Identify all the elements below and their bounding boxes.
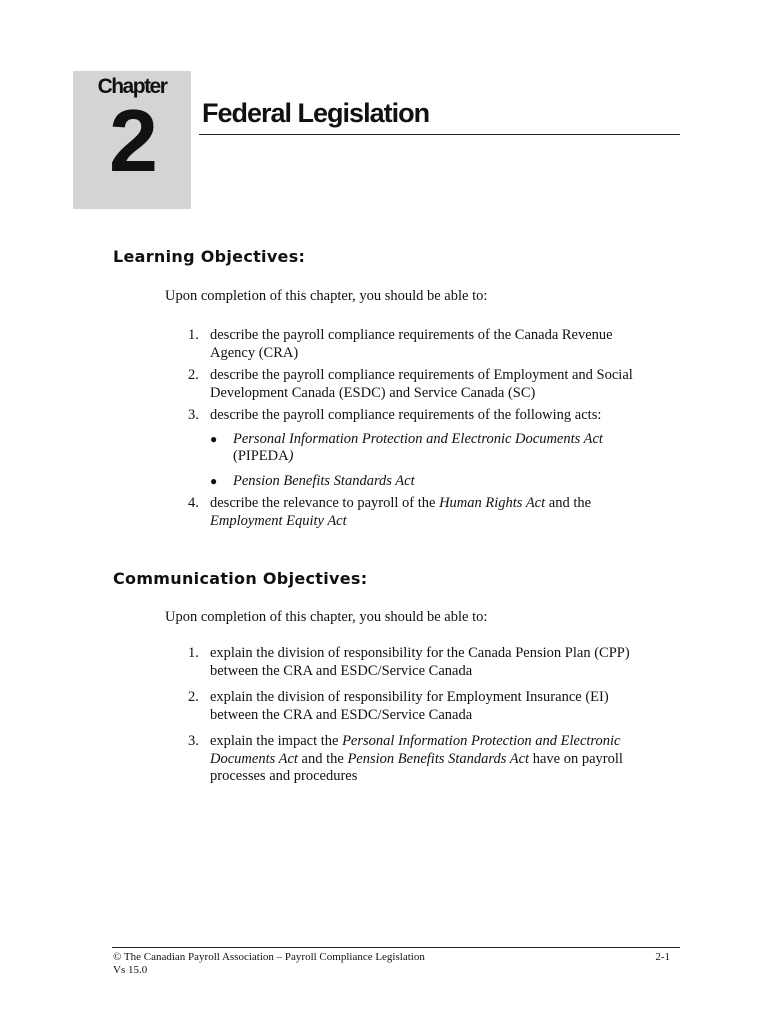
- page-number: 2-1: [655, 951, 670, 963]
- page-title: Federal Legislation: [202, 98, 430, 128]
- list-item: ● Personal Information Protection and Electronic Documents Act (PIPEDA): [210, 430, 603, 464]
- list-item: 4. describe the relevance to payroll of the Human Rights Act and the Employment Equity Act: [188, 495, 592, 529]
- bullet-icon: ●: [210, 431, 218, 446]
- learning-objectives-list: [188, 327, 658, 530]
- acts-sublist: [210, 431, 658, 491]
- list-item: 2. describe the payroll compliance requirements of Employment and Social Development Canada (ESDC) and Service Canada (SC): [188, 367, 633, 401]
- footer-divider: [112, 947, 680, 948]
- communication-intro: Upon completion of this chapter, you should be able to:: [165, 609, 488, 625]
- list-item: 1. explain the division of responsibility for the Canada Pension Plan (CPP) between the CRA and ESDC/Service Canada: [188, 645, 630, 679]
- communication-objectives-heading: Communication Objectives:: [113, 569, 368, 588]
- list-item: 3. explain the impact the Personal Information Protection and Electronic Documents Act and the Pension Benefits Standards Act have on payroll processes and procedures: [188, 733, 623, 784]
- chapter-label: Chapter: [97, 75, 167, 98]
- bullet-icon: ●: [210, 473, 218, 488]
- chapter-box: [73, 71, 191, 209]
- title-divider: [199, 134, 680, 135]
- list-item: 2. explain the division of responsibility for Employment Insurance (EI) between the CRA and ESDC/Service Canada: [188, 689, 609, 723]
- list-item: 3. describe the payroll compliance requirements of the following acts: ● Personal Information Protection and Electronic Documents Act (PIPEDA) ● Pension Benefits Standards Act: [188, 407, 658, 490]
- footer-copyright: © The Canadian Payroll Association – Payroll Compliance Legislation Vs 15.0: [113, 951, 425, 976]
- chapter-number: 2: [109, 91, 155, 190]
- communication-objectives-list: [188, 645, 658, 786]
- learning-objectives-heading: Learning Objectives:: [113, 247, 306, 266]
- list-item: 1. describe the payroll compliance requirements of the Canada Revenue Agency (CRA): [188, 327, 613, 361]
- learning-intro: Upon completion of this chapter, you should be able to:: [165, 288, 488, 304]
- list-item: ● Pension Benefits Standards Act: [210, 472, 415, 489]
